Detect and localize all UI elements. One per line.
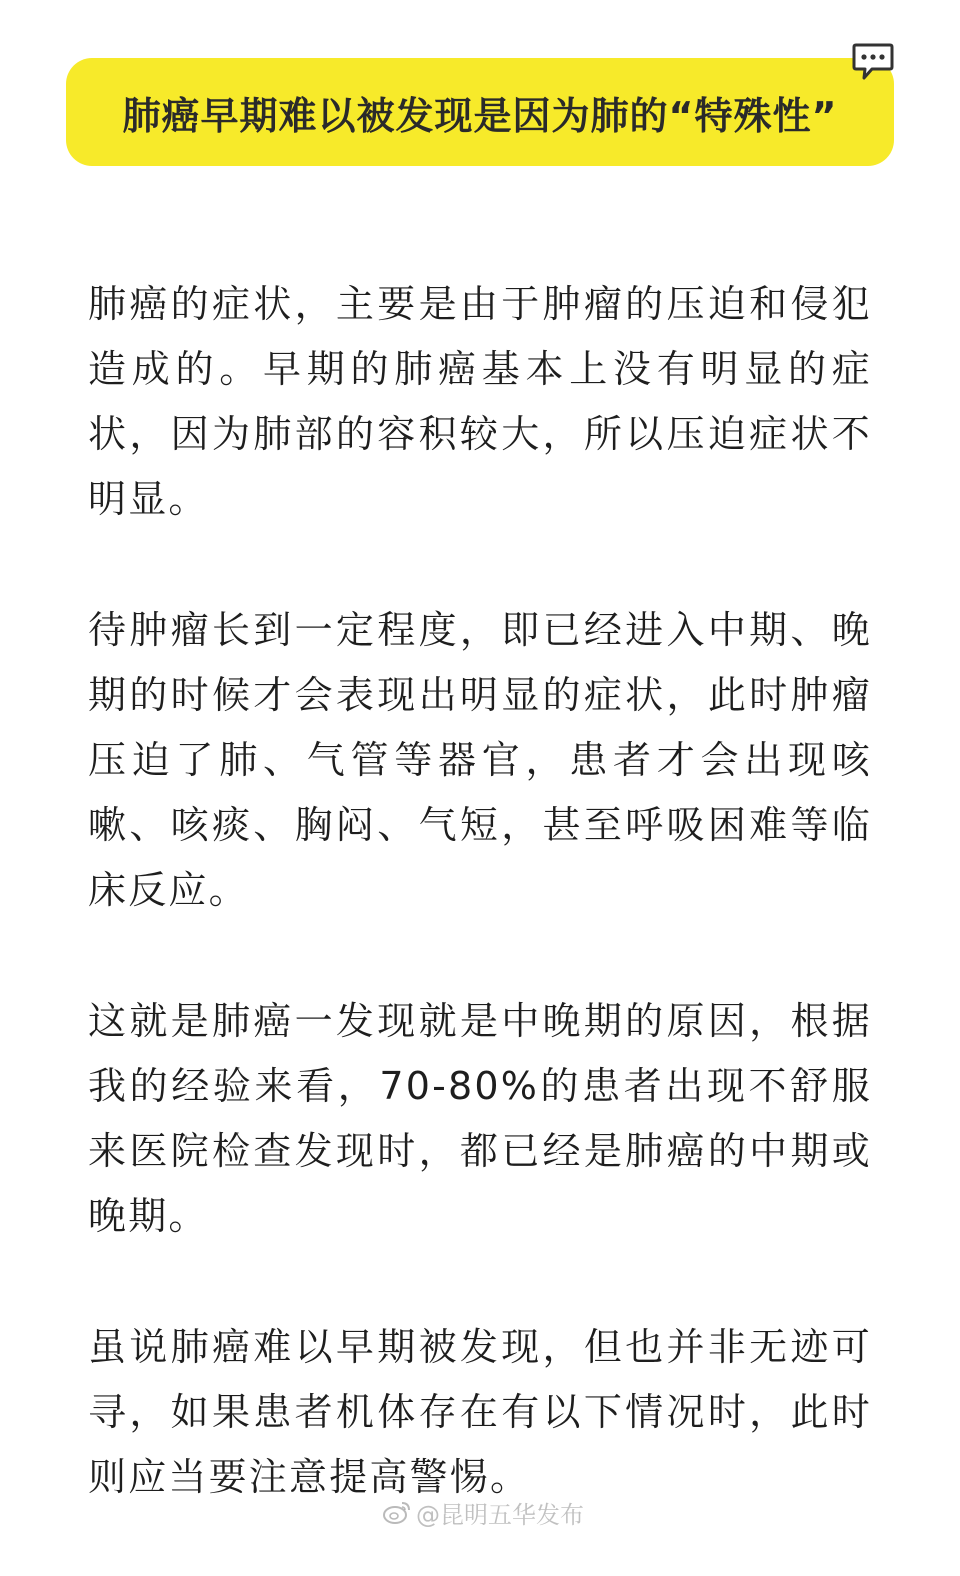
chat-bubble-icon <box>852 42 894 82</box>
watermark-text: @昆明五华发布 <box>416 1500 584 1529</box>
title-banner <box>66 58 894 166</box>
paragraph-3: 这就是肺癌一发现就是中晚期的原因，根据我的经验来看，70-80%的患者出现不舒服来医院检查发现时，都已经是肺癌的中期或晚期。 <box>88 999 872 1238</box>
weibo-icon <box>382 1499 412 1525</box>
paragraph-1: 肺癌的症状，主要是由于肿瘤的压迫和侵犯造成的。早期的肺癌基本上没有明显的症状，因为肺部的容积较大，所以压迫症状不明显。 <box>88 282 872 521</box>
watermark <box>382 1492 584 1532</box>
page-title: 肺癌早期难以被发现是因为肺的“特殊性” <box>122 93 838 138</box>
paragraph-4: 虽说肺癌难以早期被发现，但也并非无迹可寻，如果患者机体存在有以下情况时，此时则应当要注意提高警惕。 <box>88 1325 872 1499</box>
paragraph-2: 待肿瘤长到一定程度，即已经进入中期、晚期的时候才会表现出明显的症状，此时肿瘤压迫了肺、气管等器官，患者才会出现咳嗽、咳痰、胸闷、气短，甚至呼吸困难等临床反应。 <box>88 608 872 912</box>
article-body <box>88 272 872 1576</box>
